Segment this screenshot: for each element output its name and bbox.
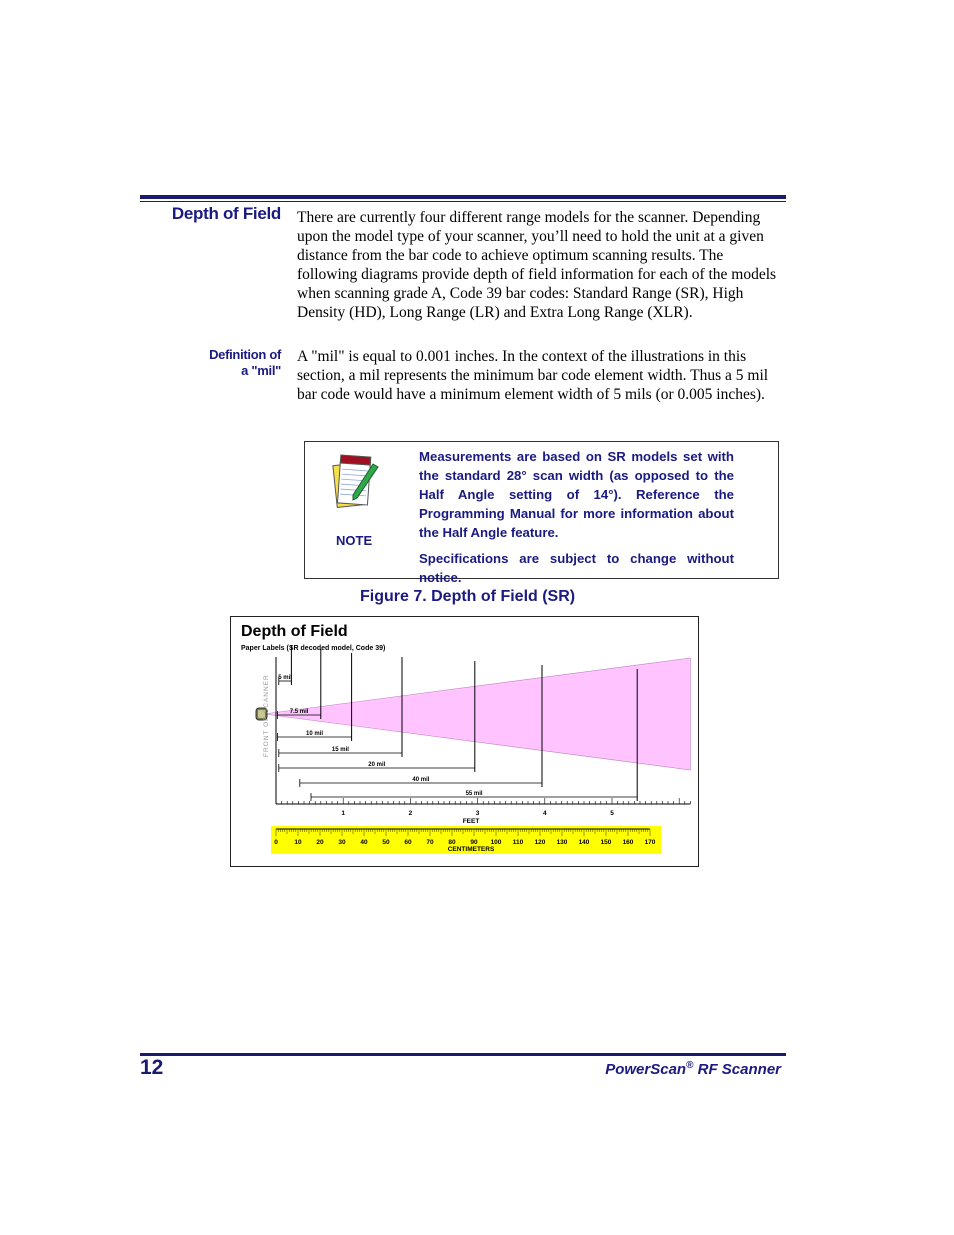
cm-tick-label: 170	[644, 839, 656, 846]
cm-tick-label: 40	[360, 839, 368, 846]
cm-tick-label: 130	[556, 839, 568, 846]
header-rule	[140, 195, 786, 202]
range-label: 5 mil	[278, 675, 292, 681]
note-text-disclaimer: Specifications are subject to change without notice.	[419, 551, 734, 585]
cm-tick-label: 140	[578, 839, 590, 846]
cm-tick-label: 100	[490, 839, 502, 846]
footer-rule	[140, 1053, 786, 1056]
footer-title	[560, 1060, 781, 1078]
cm-tick-label: 110	[512, 839, 524, 846]
feet-tick-label: 1	[341, 810, 346, 817]
cm-tick-label: 70	[426, 839, 434, 846]
cm-tick-label: 120	[534, 839, 546, 846]
range-label: 40 mil	[412, 777, 430, 783]
cm-tick-label: 80	[448, 839, 456, 846]
feet-tick-label: 3	[475, 810, 480, 817]
section-body: There are currently four different range models for the scanner. Depending upon the model type of your scanner, you’ll need to hold the unit at a given distance from the bar code to achieve optimum scanning results. The following diagrams provide depth of field information for each of the models when scanning grade A, Code 39 bar codes: Standard Range (SR), High Density (HD), Long Range (LR) and Extra Long Range (XLR).	[297, 209, 777, 321]
cm-tick-label: 60	[404, 839, 412, 846]
chart-subtitle: Paper Labels (SR decoded model, Code 39)	[241, 645, 386, 652]
figure-caption: Figure 7. Depth of Field (SR)	[360, 588, 576, 605]
footer-title-reg: ®	[686, 1060, 694, 1071]
definition-heading-line1: Definition of	[209, 347, 281, 362]
depth-of-field-figure	[230, 616, 699, 867]
page-number: 12	[140, 1056, 164, 1079]
feet-axis-label: FEET	[462, 818, 480, 825]
section-heading: Depth of Field	[171, 204, 281, 223]
definition-heading	[150, 347, 281, 379]
feet-tick-label: 2	[408, 810, 413, 817]
note-box	[304, 441, 779, 585]
cm-tick-label: 0	[274, 839, 278, 846]
cm-tick-label: 160	[622, 839, 634, 846]
cm-tick-label: 150	[600, 839, 612, 846]
cm-tick-label: 30	[338, 839, 346, 846]
footer-title-rest: RF Scanner	[693, 1061, 781, 1078]
notepad-pen-icon	[331, 454, 381, 510]
range-label: 55 mil	[465, 791, 483, 797]
cm-tick-label: 50	[382, 839, 390, 846]
definition-body: A "mil" is equal to 0.001 inches. In the context of the illustrations in this section, a mil represents the minimum bar code element width. Thus a 5 mil bar code would have a minimum element width of 5 mils (or 0.005 inches).	[297, 348, 769, 403]
range-label: 15 mil	[331, 747, 349, 753]
range-label: 20 mil	[368, 762, 386, 768]
cm-tick-label: 90	[470, 839, 478, 846]
depth-of-field-chart	[231, 617, 698, 866]
definition-heading-line2: a "mil"	[241, 363, 281, 378]
cm-tick-label: 20	[316, 839, 324, 846]
note-text	[419, 447, 734, 594]
chart-title: Depth of Field	[241, 623, 348, 640]
range-label: 7.5 mil	[289, 709, 309, 715]
note-label: NOTE	[336, 533, 373, 548]
feet-tick-label: 4	[542, 810, 547, 817]
note-text-measurements: Measurements are based on SR models set with the standard 28° scan width (as opposed to the Half Angle setting of 14°). Reference the Programming Manual for more information about the Half Angle feature.	[419, 449, 734, 540]
footer-title-brand: PowerScan	[605, 1061, 687, 1078]
cm-tick-label: 10	[294, 839, 302, 846]
front-of-scanner-label: FRONT OF SCANNER	[263, 674, 270, 757]
cm-axis-label: CENTIMETERS	[447, 846, 495, 853]
range-label: 10 mil	[305, 731, 324, 737]
feet-tick-label: 5	[610, 810, 614, 817]
